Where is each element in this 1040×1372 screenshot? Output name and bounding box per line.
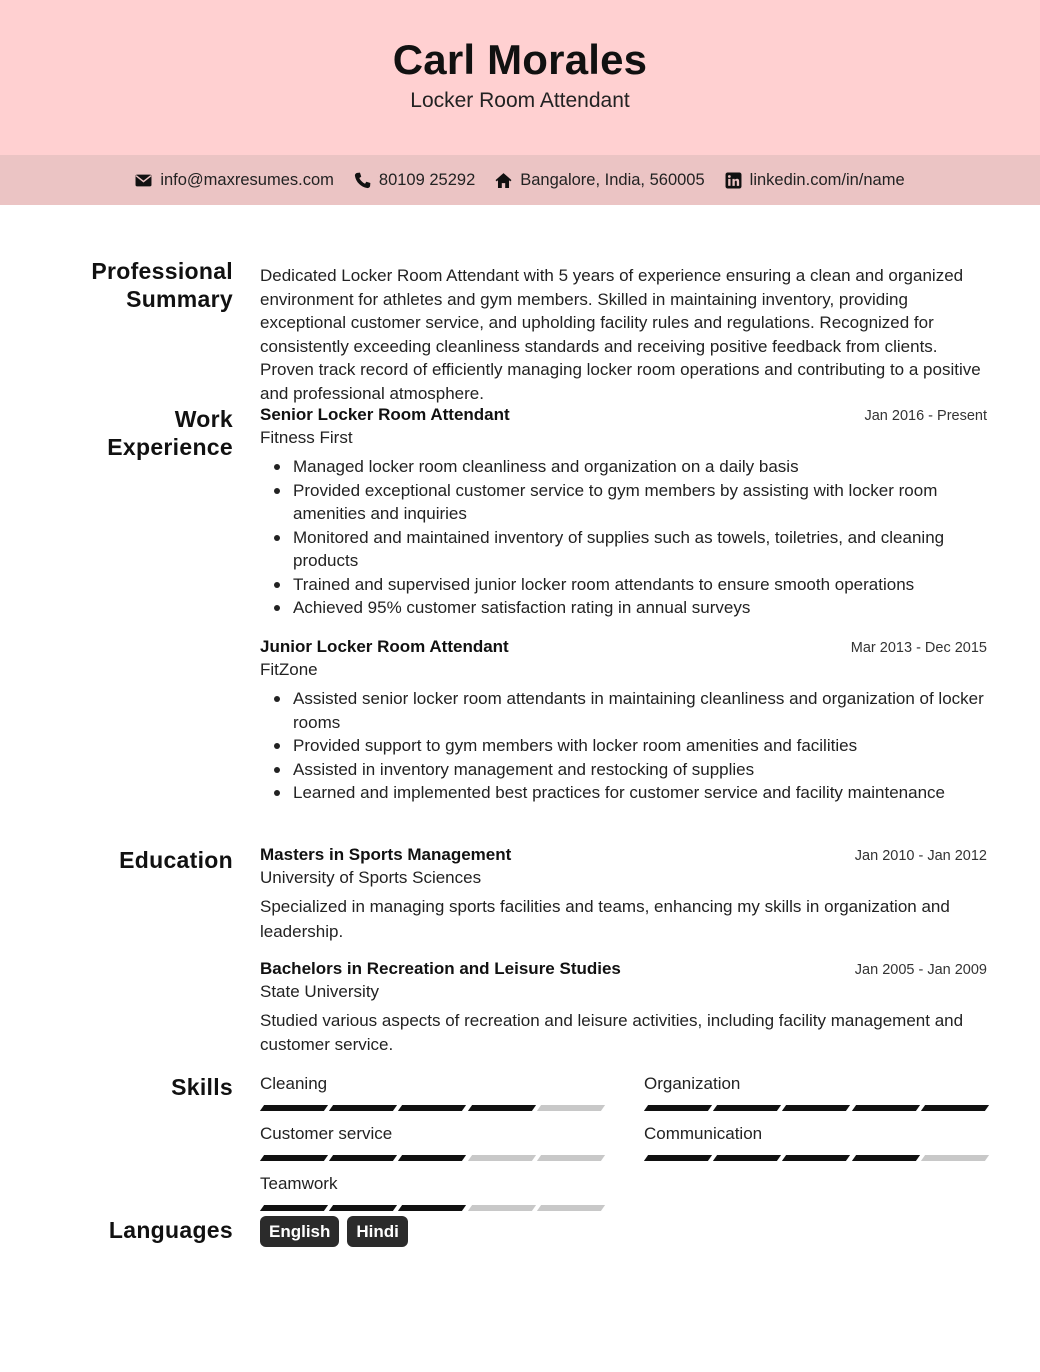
heading-line: Summary [126,286,233,312]
phone-icon [354,172,371,189]
company-name: Fitness First [260,428,353,447]
skill-segment-filled [329,1205,397,1211]
languages-list [260,1216,987,1247]
skill-level-bar [644,1155,987,1161]
heading-line: Professional [91,258,233,284]
skill-segment-filled [852,1155,920,1161]
skill-name: Teamwork [260,1174,338,1193]
degree-description: Specialized in managing sports facilities and teams, enhancing my skills in organization and leadership. [260,897,950,941]
skill-segment-filled [644,1155,712,1161]
section-heading-experience [60,405,233,461]
skill-segment-filled [260,1205,328,1211]
experience-entry [260,405,987,620]
skill-name: Organization [644,1074,741,1093]
bullet-item: Trained and supervised junior locker room attendants to ensure smooth operations [260,573,987,597]
envelope-icon [135,172,152,189]
section-heading-skills: Skills [171,1074,233,1100]
experience-entry [260,637,987,805]
job-dates: Mar 2013 - Dec 2015 [850,640,987,656]
heading-line: Work [174,406,233,432]
degree-dates: Jan 2005 - Jan 2009 [854,962,987,978]
email-text: info@maxresumes.com [160,170,334,189]
phone-text: 80109 25292 [378,170,476,189]
skill-segment-filled [644,1105,712,1111]
skill-segment-empty [537,1205,605,1211]
job-dates: Jan 2016 - Present [864,408,987,424]
section-heading-languages: Languages [108,1217,233,1243]
section-heading-summary [60,257,233,313]
skill-item [260,1073,603,1111]
job-role: Senior Locker Room Attendant [260,405,510,424]
skill-item [644,1123,987,1161]
section-heading-education: Education [119,847,233,873]
skills-grid [260,1073,987,1211]
skill-name: Cleaning [260,1074,328,1093]
skill-segment-filled [329,1155,397,1161]
skill-item [644,1073,987,1111]
contact-email[interactable] [135,171,334,190]
school-name: State University [260,982,380,1001]
skill-level-bar [260,1105,603,1111]
skill-segment-filled [398,1205,466,1211]
skill-segment-filled [852,1105,920,1111]
job-bullets [260,455,987,620]
skill-name: Communication [644,1124,763,1143]
skill-segment-filled [921,1105,989,1111]
education-entry [260,845,987,944]
contact-phone[interactable] [354,171,475,190]
skill-segment-filled [713,1155,781,1161]
home-icon [495,172,512,189]
language-pill: English [260,1216,339,1247]
skill-segment-filled [329,1105,397,1111]
skill-segment-filled [260,1105,328,1111]
candidate-name: Carl Morales [392,36,648,83]
skill-level-bar [260,1155,603,1161]
resume-header [0,0,1040,155]
job-role: Junior Locker Room Attendant [260,637,509,656]
bullet-item: Assisted in inventory management and restocking of supplies [260,758,987,782]
job-bullets [260,687,987,805]
company-name: FitZone [260,660,318,679]
skill-segment-filled [260,1155,328,1161]
contact-address [495,171,704,190]
skill-segment-filled [782,1155,850,1161]
bullet-item: Achieved 95% customer satisfaction rating in annual surveys [260,596,987,620]
language-pill: Hindi [347,1216,408,1247]
skill-segment-filled [713,1105,781,1111]
bullet-item: Monitored and maintained inventory of supplies such as towels, toiletries, and cleaning products [260,526,987,573]
skill-item [260,1123,603,1161]
contact-linkedin[interactable] [725,171,905,190]
skill-segment-empty [921,1155,989,1161]
job-title: Locker Room Attendant [410,89,630,112]
skill-segment-empty [537,1155,605,1161]
school-name: University of Sports Sciences [260,868,482,887]
education-entry [260,959,987,1056]
degree-description: Studied various aspects of recreation and leisure activities, including facility management and customer service. [260,1011,964,1054]
linkedin-icon [725,172,742,189]
skill-level-bar [644,1105,987,1111]
linkedin-text: linkedin.com/in/name [749,170,905,189]
skill-name: Customer service [260,1124,393,1143]
skill-segment-filled [468,1105,536,1111]
degree-name: Bachelors in Recreation and Leisure Studies [260,959,621,978]
skill-segment-empty [537,1105,605,1111]
bullet-item: Provided exceptional customer service to gym members by assisting with locker room amenities and inquiries [260,479,987,526]
bullet-item: Assisted senior locker room attendants in maintaining cleanliness and organization of locker rooms [260,687,987,734]
skill-segment-empty [468,1155,536,1161]
bullet-item: Provided support to gym members with locker room amenities and facilities [260,734,987,758]
degree-dates: Jan 2010 - Jan 2012 [854,848,987,864]
bullet-item: Managed locker room cleanliness and organization on a daily basis [260,455,987,479]
skill-segment-filled [782,1105,850,1111]
skill-segment-filled [398,1155,466,1161]
degree-name: Masters in Sports Management [260,845,512,864]
contact-bar [0,155,1040,205]
skill-segment-filled [398,1105,466,1111]
skill-item [260,1173,603,1211]
heading-line: Experience [107,434,233,460]
address-text: Bangalore, India, 560005 [520,170,705,189]
bullet-item: Learned and implemented best practices for customer service and facility maintenance [260,781,987,805]
skill-level-bar [260,1205,603,1211]
summary-text: Dedicated Locker Room Attendant with 5 years of experience ensuring a clean and organized environment for athletes and gym members. Skilled in maintaining inventory, providing exceptional customer service, and upholding facility rules and regulations. Recognized for consistently exceeding cleanliness standards and receiving positive feedback from clients. Proven track record of efficiently managing locker room operations and contributing to a positive and professional atmosphere. [260,266,981,403]
skill-segment-empty [468,1205,536,1211]
